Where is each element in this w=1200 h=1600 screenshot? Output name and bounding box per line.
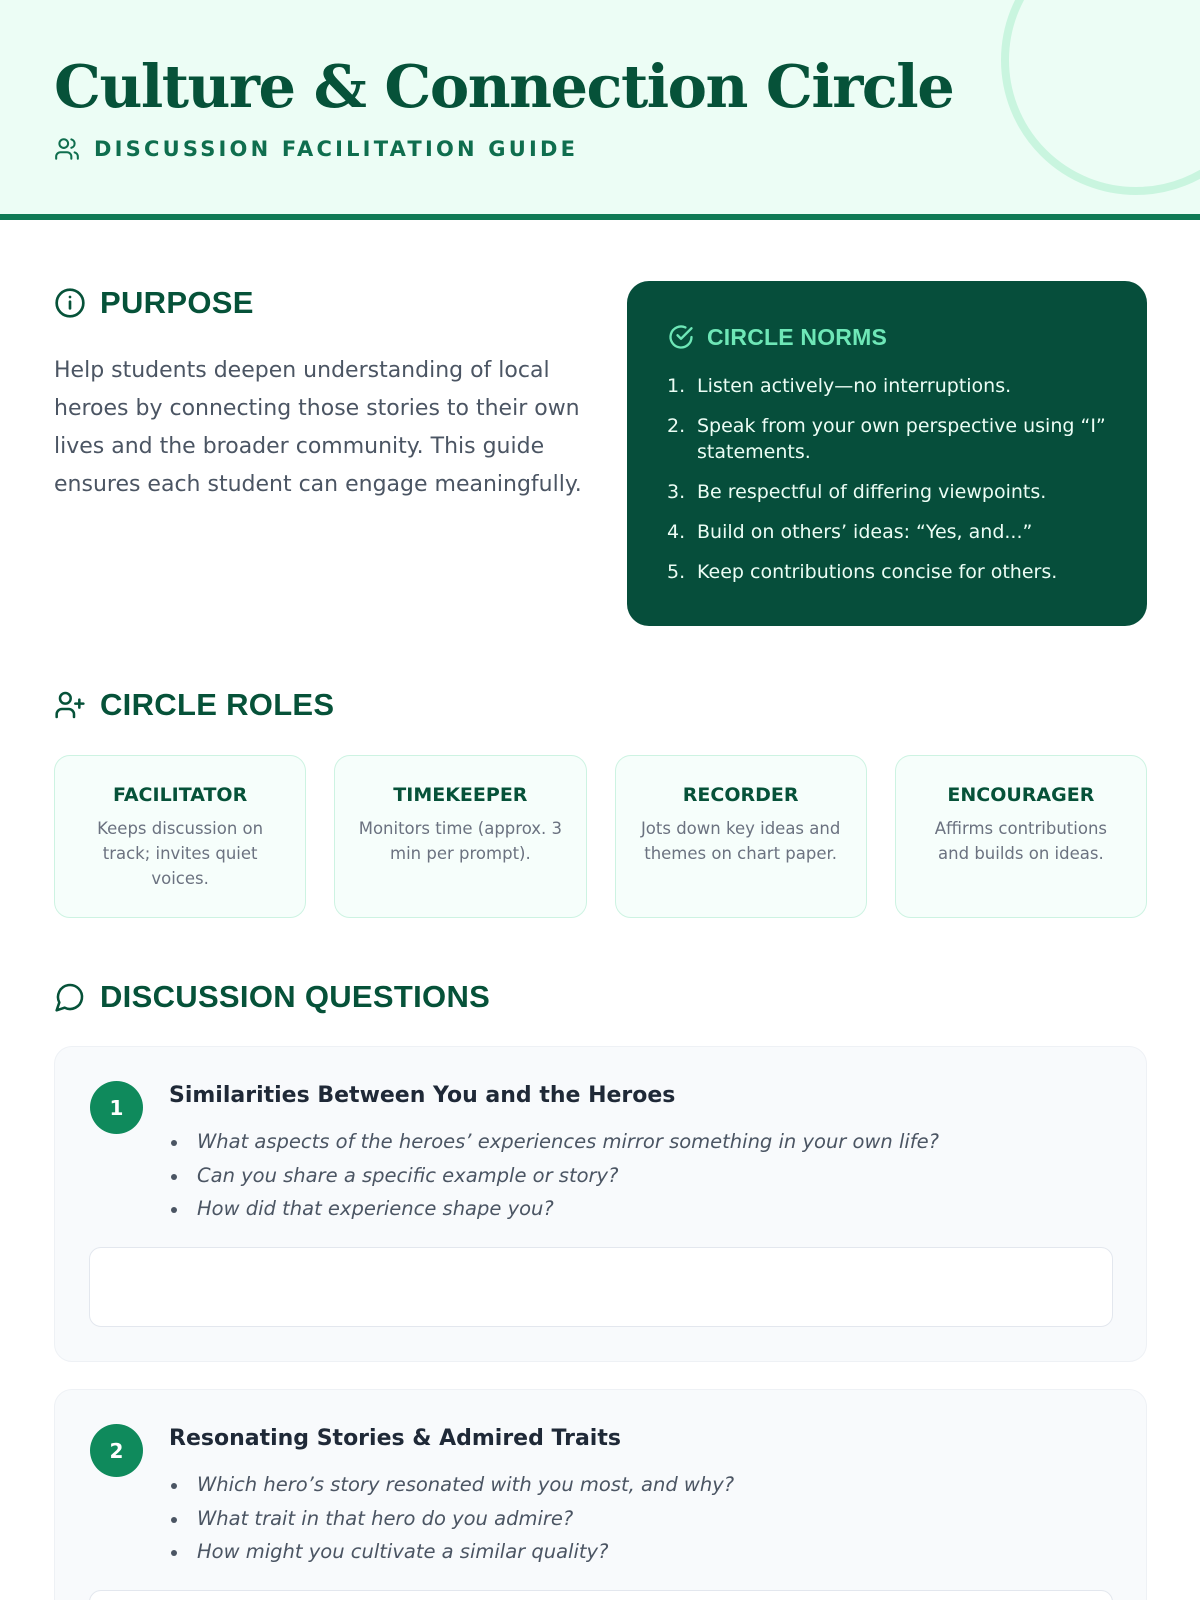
question-prompts <box>169 1125 939 1226</box>
purpose-heading-row <box>54 285 254 321</box>
circle-norms-card <box>627 281 1147 626</box>
question-card-1 <box>54 1046 1147 1362</box>
question-prompt: Can you share a specific example or story? <box>169 1159 939 1193</box>
norm-text: Be respectful of differing viewpoints. <box>697 481 1047 503</box>
role-card-timekeeper <box>334 755 586 918</box>
norm-item <box>667 479 1107 505</box>
question-prompt: What trait in that hero do you admire? <box>169 1502 734 1536</box>
role-name: ENCOURAGER <box>947 784 1095 806</box>
norm-number: 1. <box>667 375 686 397</box>
question-number-badge: 2 <box>90 1424 143 1477</box>
norm-text: Speak from your own perspective using “I” statements. <box>697 415 1106 463</box>
norm-item <box>667 413 1107 465</box>
question-prompt: Which hero’s story resonated with you most, and why? <box>169 1468 734 1502</box>
roles-heading: CIRCLE ROLES <box>100 687 335 722</box>
page-subtitle: DISCUSSION FACILITATION GUIDE <box>94 137 579 161</box>
purpose-heading: PURPOSE <box>100 285 254 320</box>
question-title: Resonating Stories & Admired Traits <box>169 1426 621 1451</box>
norm-item <box>667 519 1107 545</box>
norm-item <box>667 559 1107 585</box>
norm-text: Build on others’ ideas: “Yes, and...” <box>697 521 1033 543</box>
role-description: Affirms contributions and builds on ideas. <box>934 819 1107 863</box>
users-icon <box>54 136 80 162</box>
question-number-badge: 1 <box>90 1081 143 1134</box>
norms-list <box>667 373 1107 585</box>
norm-number: 5. <box>667 561 686 583</box>
question-prompt: How might you cultivate a similar quality? <box>169 1535 734 1569</box>
norm-number: 3. <box>667 481 686 503</box>
role-card-encourager <box>895 755 1147 918</box>
norm-text: Listen actively—no interruptions. <box>697 375 1012 397</box>
role-description: Monitors time (approx. 3 min per prompt). <box>358 819 563 863</box>
message-circle-icon <box>54 981 86 1013</box>
norms-heading-row <box>667 323 1107 351</box>
norm-text: Keep contributions concise for others. <box>697 561 1058 583</box>
info-icon <box>54 287 86 319</box>
question-title: Similarities Between You and the Heroes <box>169 1083 676 1108</box>
role-card-facilitator <box>54 755 306 918</box>
response-field[interactable] <box>89 1590 1113 1600</box>
decorative-circle <box>1001 0 1200 195</box>
question-prompts <box>169 1468 734 1569</box>
role-description: Keeps discussion on track; invites quiet voices. <box>97 819 264 888</box>
page-header <box>0 0 1200 220</box>
question-prompt: What aspects of the heroes’ experiences mirror something in your own life? <box>169 1125 939 1159</box>
role-name: FACILITATOR <box>113 784 248 806</box>
role-card-recorder <box>615 755 867 918</box>
questions-heading-row <box>54 979 490 1015</box>
role-name: RECORDER <box>682 784 799 806</box>
response-field[interactable] <box>89 1247 1113 1327</box>
user-plus-icon <box>54 689 86 721</box>
norm-number: 2. <box>667 415 686 437</box>
norm-item <box>667 373 1107 399</box>
check-circle-icon <box>667 323 695 351</box>
norm-number: 4. <box>667 521 686 543</box>
subtitle-row <box>54 136 578 162</box>
question-card-2 <box>54 1389 1147 1600</box>
page-title: Culture & Connection Circle <box>54 52 954 121</box>
role-name: TIMEKEEPER <box>393 784 528 806</box>
role-description: Jots down key ideas and themes on chart paper. <box>640 819 841 863</box>
norms-heading: CIRCLE NORMS <box>707 323 888 350</box>
purpose-text: Help students deepen understanding of local heroes by connecting those stories to their own lives and the broader community. This guide ensures each student can engage meaningfully. <box>54 358 582 497</box>
question-prompt: How did that experience shape you? <box>169 1192 939 1226</box>
roles-grid <box>54 755 1147 918</box>
questions-heading: DISCUSSION QUESTIONS <box>100 979 491 1014</box>
roles-heading-row <box>54 687 334 723</box>
